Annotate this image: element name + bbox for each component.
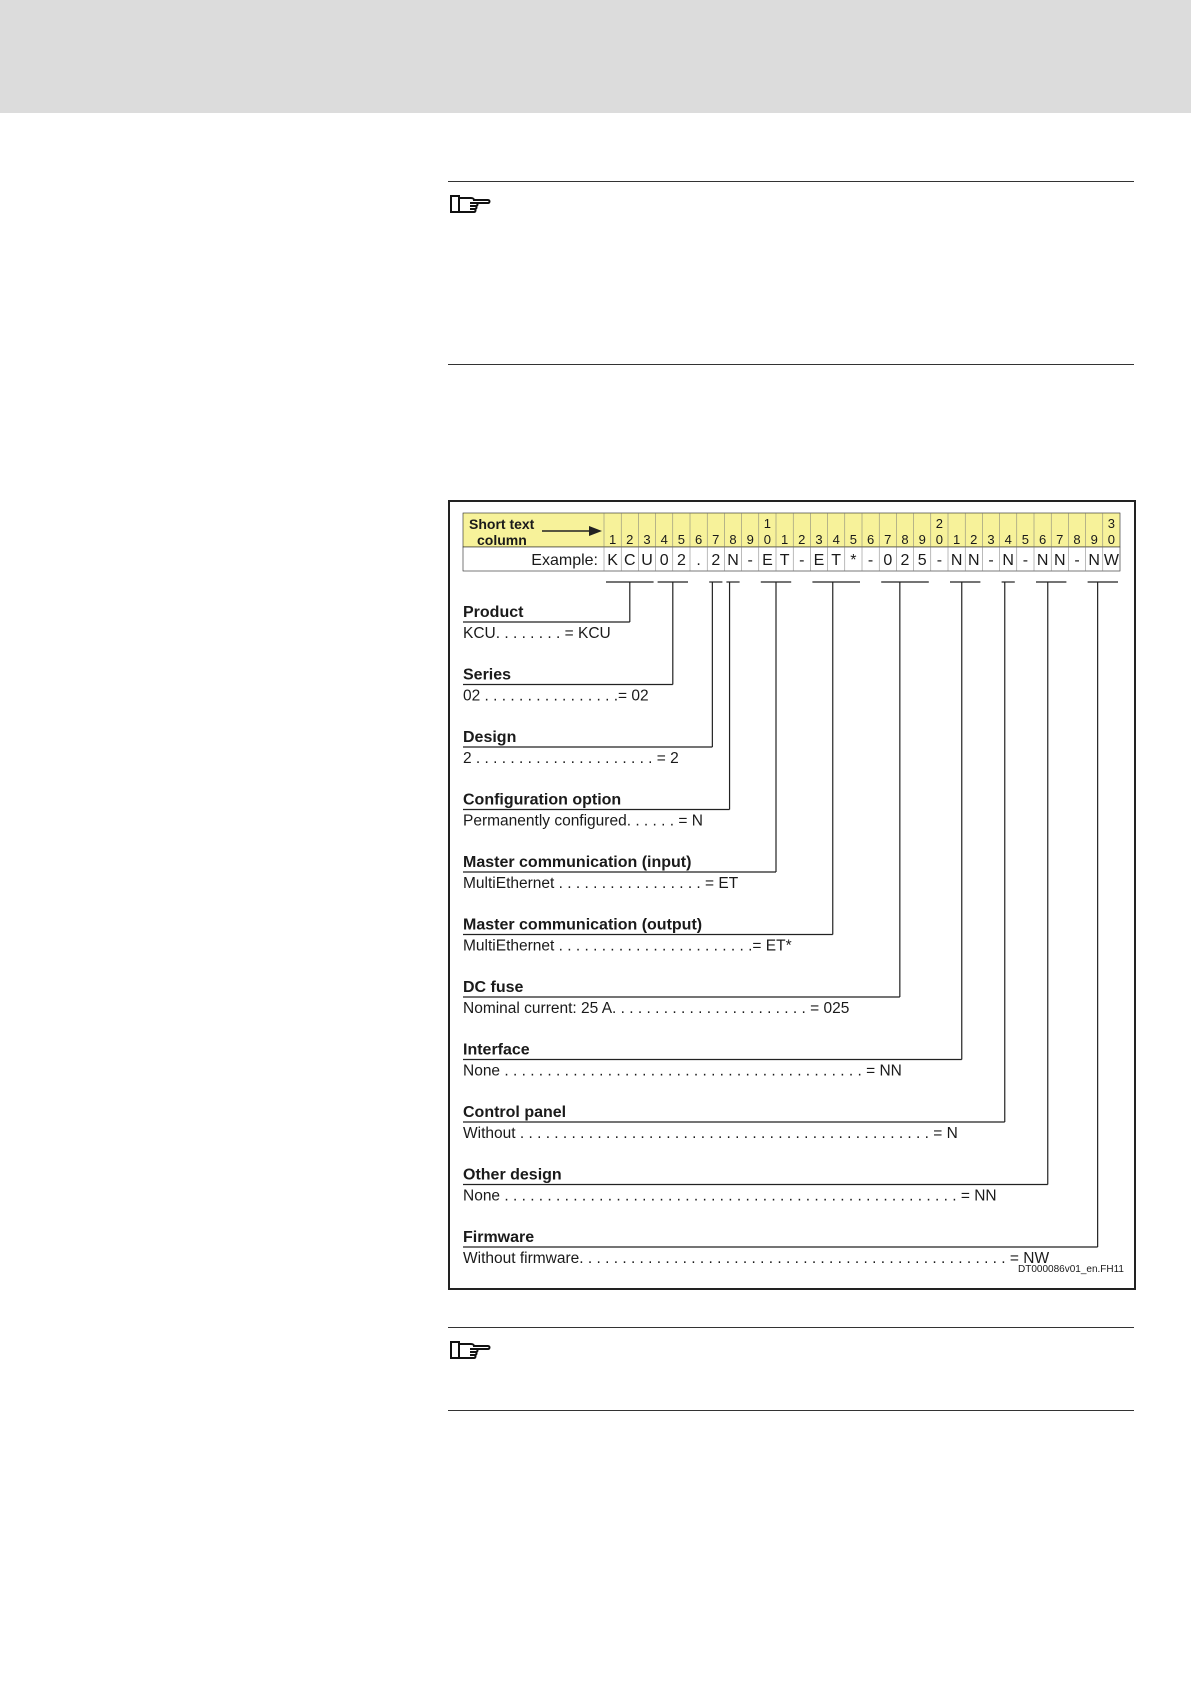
column-number: 0: [935, 532, 944, 547]
column-number: 7: [712, 532, 720, 547]
example-char: N: [950, 552, 963, 569]
column-number: 5: [849, 532, 858, 547]
column-number: 2: [970, 532, 978, 547]
page-header-band: [0, 0, 1191, 113]
example-char: N: [1054, 552, 1066, 569]
example-char: K: [607, 552, 618, 569]
entry-heading: Design: [463, 729, 517, 746]
example-char: N: [1036, 552, 1049, 569]
example-char: 5: [917, 552, 927, 569]
example-char: -: [936, 552, 943, 569]
column-number: 7: [884, 532, 892, 547]
example-char: 2: [900, 552, 910, 569]
entry-heading: Other design: [463, 1166, 562, 1184]
column-number: 2: [626, 532, 634, 547]
column-number: 8: [1073, 532, 1081, 547]
column-number: 5: [1021, 532, 1030, 547]
entry-heading: Control panel: [463, 1104, 567, 1121]
example-label: Example:: [531, 552, 598, 569]
column-number: 1: [608, 532, 617, 547]
pointing-hand-icon: [448, 190, 492, 218]
column-number-tens: 2: [935, 516, 944, 531]
note-box-2: [448, 1327, 1134, 1411]
column-number: 3: [815, 532, 823, 547]
example-char: W: [1103, 552, 1119, 569]
column-number: 8: [729, 532, 737, 547]
example-char: N: [727, 552, 739, 569]
entry-heading: DC fuse: [463, 979, 524, 996]
example-char: C: [624, 552, 636, 569]
entry-description: None . . . . . . . . . . . . . . . . . . . . . . . . . . . . . . . . . . . . . . . . . . . . . . . . . . . . . = NN: [463, 1187, 997, 1205]
entry-description: MultiEthernet . . . . . . . . . . . . . . . . . = ET: [463, 875, 739, 892]
column-number: 6: [694, 532, 703, 547]
column-number: 4: [1004, 532, 1012, 547]
entry-description: Without firmware. . . . . . . . . . . . . . . . . . . . . . . . . . . . . . . . . . . . . . . . . . . . . . . . . . = NW: [463, 1250, 1050, 1267]
example-char: 2: [676, 552, 686, 569]
entry-heading: Master communication (output): [463, 916, 703, 934]
pointing-hand-icon: [448, 1336, 492, 1364]
column-number: 3: [643, 532, 651, 547]
column-number: 1: [780, 532, 789, 547]
column-number: 9: [1090, 532, 1098, 547]
short-text-label: Short text: [469, 516, 535, 532]
example-char: -: [988, 552, 994, 569]
entry-heading: Master communication (input): [463, 854, 692, 871]
column-number: 3: [987, 532, 995, 547]
column-number: 7: [1056, 532, 1064, 547]
entry-heading: Configuration option: [463, 791, 622, 809]
entry-description: KCU. . . . . . . . = KCU: [463, 625, 611, 642]
short-text-label-line2: column: [477, 532, 527, 548]
column-number: 8: [901, 532, 909, 547]
column-number: 5: [677, 532, 686, 547]
example-char: -: [1022, 552, 1029, 569]
example-char: .: [696, 552, 701, 569]
type-code-figure: [448, 500, 1136, 1290]
example-char: *: [850, 552, 857, 569]
column-number: 2: [798, 532, 806, 547]
entry-heading: Firmware: [463, 1229, 535, 1246]
example-char: -: [1074, 552, 1080, 569]
example-char: -: [867, 552, 874, 569]
entry-heading: Interface: [463, 1041, 530, 1059]
entry-description: None . . . . . . . . . . . . . . . . . . . . . . . . . . . . . . . . . . . . . . . . . . = NN: [463, 1062, 902, 1080]
entry-description: 2 . . . . . . . . . . . . . . . . . . . . . = 2: [463, 750, 679, 767]
entry-description: Without . . . . . . . . . . . . . . . . . . . . . . . . . . . . . . . . . . . . . . . . . . . . . . . . = N: [463, 1125, 958, 1142]
example-char: 0: [883, 552, 893, 569]
entry-description: Permanently configured. . . . . . = N: [463, 812, 703, 830]
column-number: 0: [763, 532, 772, 547]
example-char: N: [1002, 552, 1014, 569]
figure-id: DT000086v01_en.FH11: [1018, 1264, 1124, 1275]
column-number-tens: 3: [1107, 516, 1116, 531]
entry-heading: Series: [463, 666, 512, 684]
example-char: -: [799, 552, 805, 569]
entry-description: MultiEthernet . . . . . . . . . . . . . . . . . . . . . . .= ET*: [463, 937, 792, 955]
column-number: 9: [918, 532, 926, 547]
column-number-tens: 1: [763, 516, 772, 531]
column-number: 9: [746, 532, 754, 547]
column-number: 1: [952, 532, 961, 547]
column-number: 4: [832, 532, 840, 547]
column-number: 0: [1107, 532, 1116, 547]
example-char: 0: [659, 552, 669, 569]
example-char: E: [762, 552, 773, 569]
example-char: -: [747, 552, 753, 569]
example-char: N: [1088, 552, 1100, 569]
entry-description: Nominal current: 25 A. . . . . . . . . . . . . . . . . . . . . . . = 025: [463, 1000, 850, 1017]
example-char: 2: [711, 552, 721, 569]
column-number: 4: [660, 532, 668, 547]
example-char: T: [831, 552, 842, 569]
column-number: 6: [866, 532, 875, 547]
example-char: U: [641, 552, 653, 569]
type-code-diagram: [450, 502, 1134, 1288]
example-char: T: [779, 552, 790, 569]
entry-description: 02 . . . . . . . . . . . . . . . .= 02: [463, 687, 649, 705]
example-char: N: [968, 552, 980, 569]
column-number: 6: [1038, 532, 1047, 547]
entry-heading: Product: [463, 604, 524, 621]
note-box-1: [448, 181, 1134, 365]
example-char: E: [813, 552, 825, 569]
